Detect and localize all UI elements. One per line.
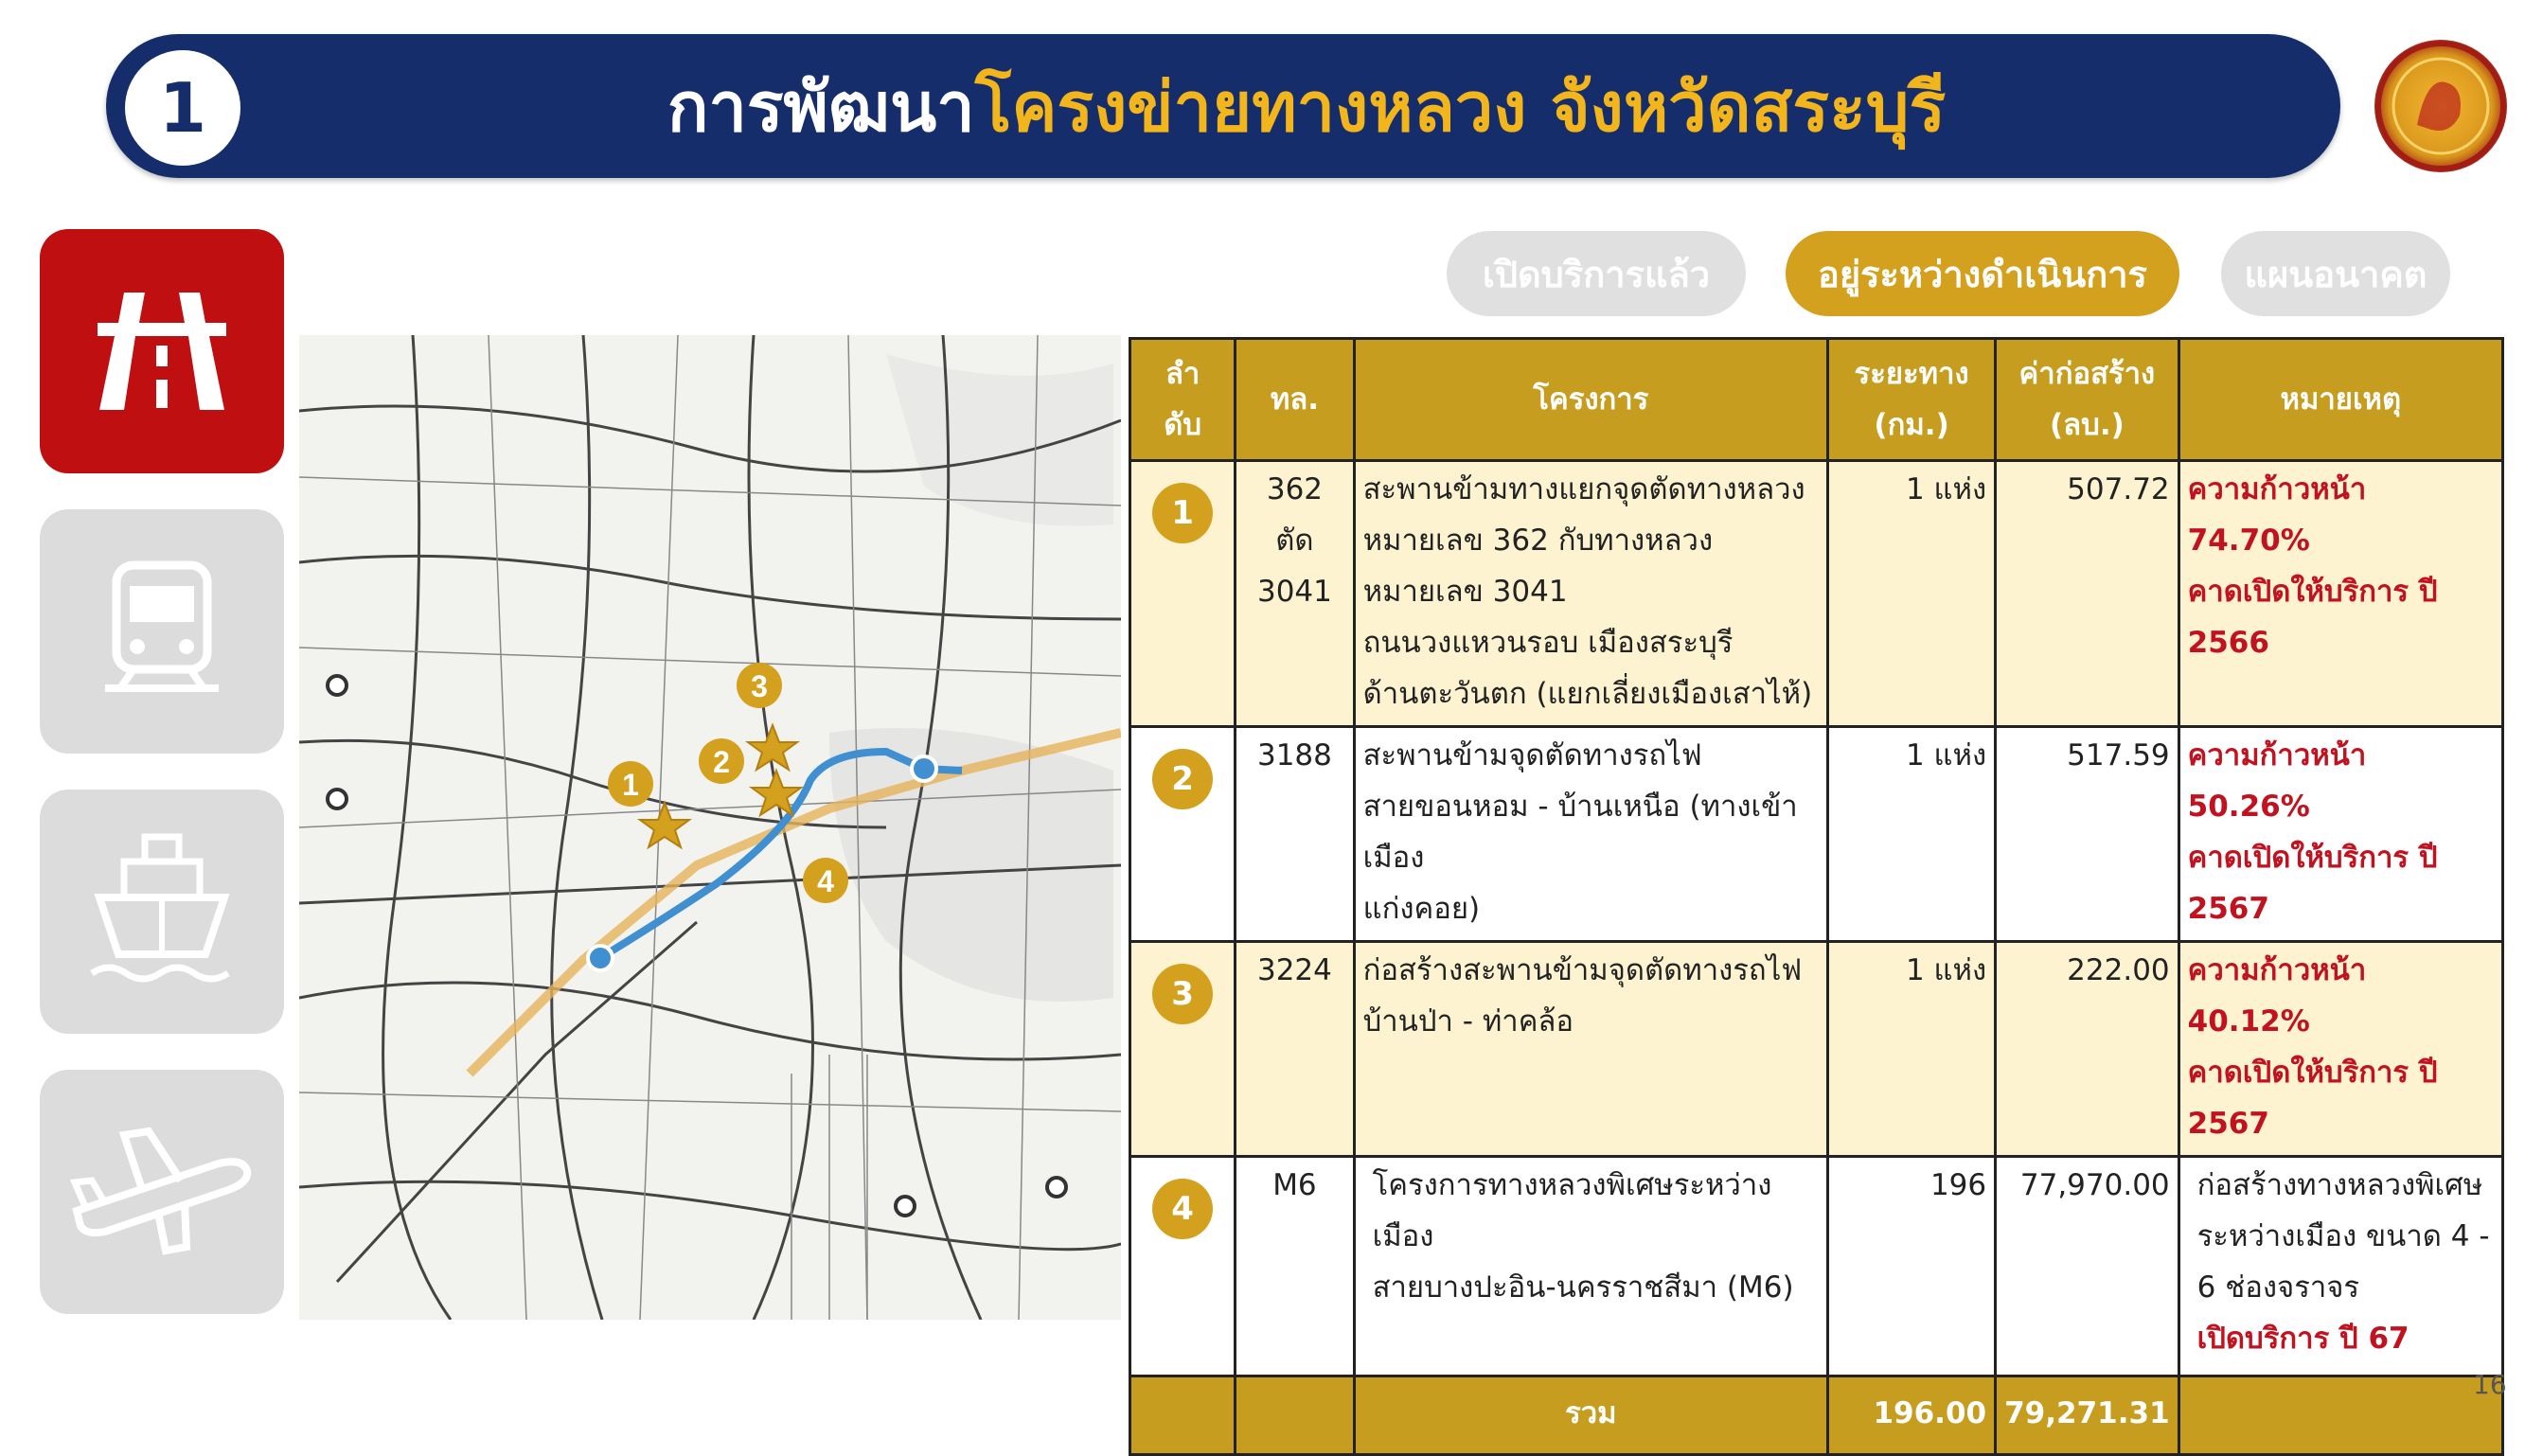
project-table bbox=[1129, 337, 2504, 1456]
status-note: ความก้าวหน้า 74.70% คาดเปิดให้บริการ ปี 2566 bbox=[2178, 461, 2502, 727]
row-number-badge: 4 bbox=[1152, 1179, 1213, 1239]
col-header-no: ลำ ดับ bbox=[1130, 339, 1236, 461]
table-header-row bbox=[1130, 339, 2503, 461]
sidebar-item-rail[interactable] bbox=[40, 509, 284, 754]
ship-icon bbox=[86, 831, 238, 992]
airplane-icon bbox=[67, 1126, 257, 1258]
status-note: ก่อสร้างทางหลวงพิเศษ ระหว่างเมือง ขนาด 4 - 6 ช่องจราจร เปิดบริการ ปี 67 bbox=[2178, 1157, 2502, 1376]
table-row: 3 3224 ก่อสร้างสะพานข้ามจุดตัดทางรถไฟ บ้านป่า - ท่าคล้อ 1 แห่ง 222.00 ความก้าวหน้า 40.12% คาดเปิดให้บริการ ปี 2567 bbox=[1130, 942, 2503, 1157]
project-cell: โครงการทางหลวงพิเศษระหว่างเมือง สายบางปะอิน-นครราชสีมา (M6) bbox=[1354, 1157, 1827, 1376]
page-number: 16 bbox=[2473, 1369, 2507, 1400]
title-highlight: โครงข่ายทางหลวง จังหวัดสระบุรี bbox=[974, 66, 1947, 147]
status-note: ความก้าวหน้า 40.12% คาดเปิดให้บริการ ปี 2567 bbox=[2178, 942, 2502, 1157]
highway-icon bbox=[86, 285, 238, 417]
tab-in-progress[interactable]: อยู่ระหว่างดำเนินการ bbox=[1786, 231, 2179, 316]
sidebar-item-water[interactable] bbox=[40, 790, 284, 1034]
svg-text:3: 3 bbox=[751, 669, 768, 703]
map-marker-2 bbox=[699, 738, 744, 784]
map-marker-3 bbox=[737, 663, 782, 708]
row-number-badge: 3 bbox=[1152, 964, 1213, 1024]
section-number-badge: 1 bbox=[125, 50, 240, 166]
map-marker-1 bbox=[608, 761, 653, 807]
map-marker-4 bbox=[803, 858, 848, 903]
table-total-row bbox=[1130, 1376, 2503, 1455]
train-icon bbox=[96, 556, 228, 707]
svg-text:2: 2 bbox=[713, 745, 730, 779]
svg-text:1: 1 bbox=[622, 768, 639, 802]
tab-opened[interactable]: เปิดบริการแล้ว bbox=[1447, 231, 1746, 316]
title-plain: การพัฒนา bbox=[667, 66, 975, 147]
page-title bbox=[312, 34, 2301, 178]
row-number-badge: 1 bbox=[1152, 483, 1213, 543]
sidebar-item-air[interactable] bbox=[40, 1070, 284, 1314]
total-cost: 79,271.31 bbox=[1996, 1376, 2179, 1455]
project-cell: สะพานข้ามทางแยกจุดตัดทางหลวง หมายเลข 362 กับทางหลวงหมายเลข 3041 ถนนวงแหวนรอบ เมืองสระบุรี ด้านตะวันตก (แยกเลี่ยงเมืองเสาไห้) bbox=[1354, 461, 1827, 727]
project-cell: สะพานข้ามจุดตัดทางรถไฟ สายขอนหอม - บ้านเหนือ (ทางเข้าเมือง แก่งคอย) bbox=[1354, 727, 1827, 942]
col-header-cost: ค่าก่อสร้าง (ลบ.) bbox=[1996, 339, 2179, 461]
project-cell: ก่อสร้างสะพานข้ามจุดตัดทางรถไฟ บ้านป่า - ท่าคล้อ bbox=[1354, 942, 1827, 1157]
tab-future-plan[interactable]: แผนอนาคต bbox=[2221, 231, 2450, 316]
table-row: 1 362 ตัด 3041 สะพานข้ามทางแยกจุดตัดทางหลวง หมายเลข 362 กับทางหลวงหมายเลข 3041 ถนนวงแหวนรอบ เมืองสระบุรี ด้านตะวันตก (แยกเลี่ยงเมืองเสาไห้) 1 แห่ง 507.72 ความก้าวหน้า 74.70% คาดเปิดให้บริการ ปี 2566 bbox=[1130, 461, 2503, 727]
table-row: 4 M6 โครงการทางหลวงพิเศษระหว่างเมือง สายบางปะอิน-นครราชสีมา (M6) 196 77,970.00 ก่อสร้างทางหลวงพิเศษ ระหว่างเมือง ขนาด 4 - 6 ช่องจราจร เปิดบริการ ปี 67 bbox=[1130, 1157, 2503, 1376]
col-header-note: หมายเหตุ bbox=[2178, 339, 2502, 461]
total-label: รวม bbox=[1354, 1376, 1827, 1455]
row-number-badge: 2 bbox=[1152, 749, 1213, 809]
col-header-distance: ระยะทาง (กม.) bbox=[1828, 339, 1996, 461]
total-distance: 196.00 bbox=[1828, 1376, 1996, 1455]
department-seal-logo bbox=[2374, 40, 2507, 172]
sidebar-item-highway[interactable] bbox=[40, 229, 284, 473]
col-header-project: โครงการ bbox=[1354, 339, 1827, 461]
col-header-highway: ทล. bbox=[1236, 339, 1354, 461]
status-note: ความก้าวหน้า 50.26% คาดเปิดให้บริการ ปี 2567 bbox=[2178, 727, 2502, 942]
svg-text:4: 4 bbox=[817, 864, 834, 898]
project-map bbox=[299, 335, 1121, 1320]
table-row: 2 3188 สะพานข้ามจุดตัดทางรถไฟ สายขอนหอม - บ้านเหนือ (ทางเข้าเมือง แก่งคอย) 1 แห่ง 517.59 ความก้าวหน้า 50.26% คาดเปิดให้บริการ ปี 2567 bbox=[1130, 727, 2503, 942]
